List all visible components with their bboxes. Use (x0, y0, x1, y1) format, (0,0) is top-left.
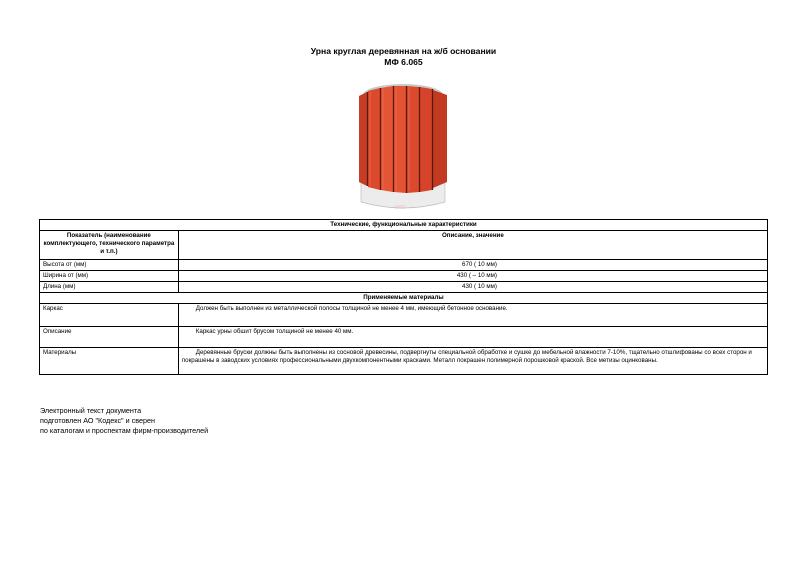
row-description: Каркас урны обшит брусом толщиной не менее 40 мм. (178, 327, 767, 348)
table-row (40, 327, 768, 348)
product-image (353, 78, 453, 213)
column-header-value: Описание, значение (178, 231, 767, 260)
section-title: Технические, функциональные характеристики (40, 220, 768, 231)
column-header-parameter: Показатель (наименование комплектующего, технического параметра и т.п.) (40, 231, 179, 260)
row-name: Ширина от (мм) (40, 271, 179, 282)
row-description: Деревянные бруски должны быть выполнены из сосновой древесины, подвергнуты специальной обработке и сушке до мебельной влажности 7-10%, тщательно отшлифованы со всех сторон и покрашены в заводских условиях профессиональными двухкомпонентными красками. Металл покрашен полимерной порошковой краской. Все метизы оцинкованы. (178, 348, 767, 375)
footer-line: подготовлен АО "Кодекс" и сверен (40, 416, 155, 425)
document-title (0, 46, 807, 68)
row-name: Материалы (40, 348, 179, 375)
row-value: 430 ( 10 мм) (178, 282, 767, 293)
row-name: Описание (40, 327, 179, 348)
section-header-materials (40, 293, 768, 304)
section-header-characteristics (40, 220, 768, 231)
row-value: 670 ( 10 мм) (178, 260, 767, 271)
row-name: Высота от (мм) (40, 260, 179, 271)
wooden-bin-illustration (353, 78, 453, 213)
footer-line: Электронный текст документа (40, 406, 142, 415)
table-row (40, 348, 768, 375)
row-value: 430 ( – 10 мм) (178, 271, 767, 282)
table-row (40, 260, 768, 271)
title-line-1: Урна круглая деревянная на ж/б основании (310, 46, 497, 56)
section-title: Применяемые материалы (40, 293, 768, 304)
footer-line: по каталогам и проспектам фирм-производителей (40, 426, 209, 435)
row-name: Каркас (40, 304, 179, 327)
title-line-2: МФ 6.065 (384, 57, 423, 67)
row-description: Должен быть выполнен из металлической полосы толщиной не менее 4 мм, имеющий бетонное основание. (178, 304, 767, 327)
table-row (40, 304, 768, 327)
spec-table (39, 219, 768, 375)
table-row (40, 271, 768, 282)
row-name: Длина (мм) (40, 282, 179, 293)
footer-note (40, 406, 208, 436)
table-row (40, 282, 768, 293)
column-header-row (40, 231, 768, 260)
